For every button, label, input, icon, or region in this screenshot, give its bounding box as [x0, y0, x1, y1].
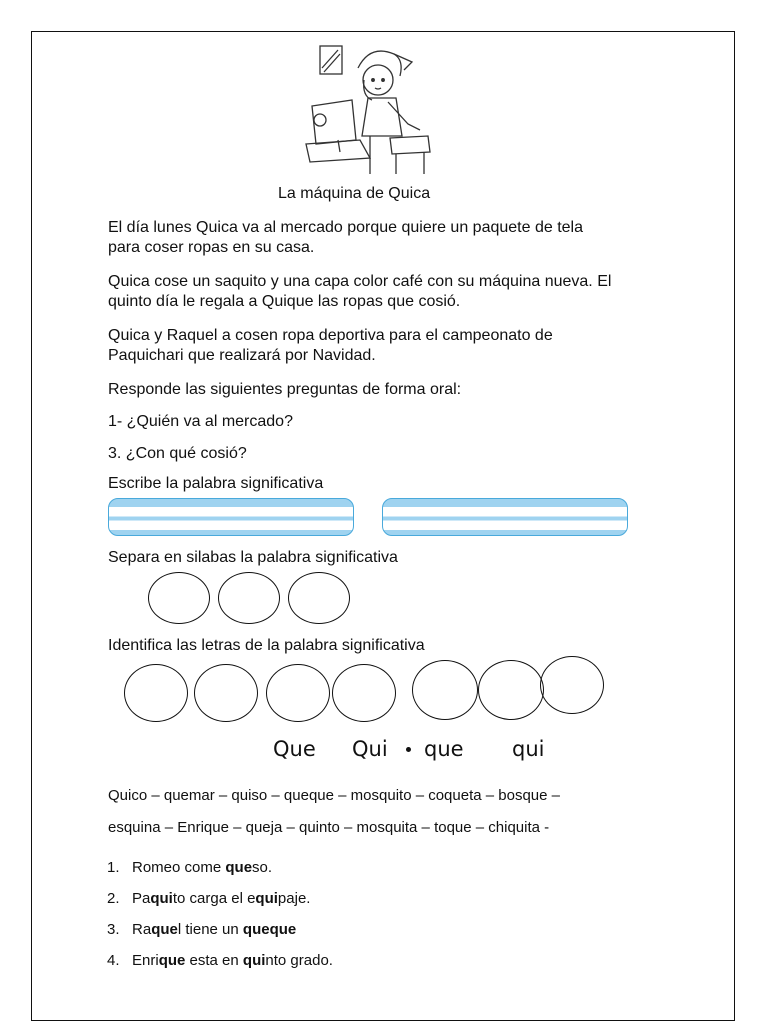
text-fragment: Enri — [132, 952, 159, 969]
letter-circle-2[interactable] — [194, 664, 258, 722]
handwritten-que-lower: que — [424, 737, 464, 761]
sentence-item — [107, 889, 311, 909]
bold-fragment: que — [151, 921, 178, 938]
paragraph-3-line-1: Quica y Raquel a cosen ropa deportiva para el campeonato de — [108, 327, 553, 344]
syllable-circle-3[interactable] — [288, 572, 350, 624]
handwritten-qui-upper: Qui — [352, 737, 388, 761]
write-line-box-2[interactable] — [382, 498, 628, 536]
write-line-box-1[interactable] — [108, 498, 354, 536]
write-word-heading: Escribe la palabra significativa — [108, 475, 324, 492]
word-list-line-2: esquina – Enrique – queja – quinto – mosquita – toque – chiquita - — [108, 819, 550, 836]
text-fragment: paje. — [277, 890, 311, 907]
question-3: 3. ¿Con qué cosió? — [108, 445, 247, 462]
paragraph-1-line-2: para coser ropas en su casa. — [108, 239, 315, 256]
sentence-item — [107, 920, 297, 940]
paragraph-3-line-2: Paquichari que realizará por Navidad. — [108, 347, 376, 364]
oral-questions-instruction: Responde las siguientes preguntas de forma oral: — [108, 381, 462, 398]
letters-heading: Identifica las letras de la palabra significativa — [108, 637, 425, 654]
bold-fragment: qui — [255, 890, 278, 907]
sentence-number: 1. — [107, 859, 120, 876]
syllables-heading: Separa en silabas la palabra significativa — [108, 549, 398, 566]
text-fragment: Ra — [132, 921, 152, 938]
syllable-circle-1[interactable] — [148, 572, 210, 624]
letter-circle-3[interactable] — [266, 664, 330, 722]
sentence-item — [107, 951, 333, 971]
letter-circle-7[interactable] — [540, 656, 604, 714]
letter-circle-4[interactable] — [332, 664, 396, 722]
worksheet-title: La máquina de Quica — [278, 185, 431, 202]
text-fragment: to carga el e — [172, 890, 256, 907]
text-fragment: Pa — [132, 890, 151, 907]
letter-circle-6[interactable] — [478, 660, 544, 720]
text-fragment: esta en — [185, 952, 243, 969]
text-fragment: so. — [252, 859, 273, 876]
bold-fragment: qui — [242, 952, 266, 969]
sentence-number: 3. — [107, 921, 120, 938]
sentence-number: 2. — [107, 890, 120, 907]
bullet-dot — [406, 747, 411, 752]
paragraph-2-line-2: quinto día le regala a Quique las ropas que cosió. — [108, 293, 461, 310]
bold-fragment: que — [225, 859, 253, 876]
letter-circle-1[interactable] — [124, 664, 188, 722]
sentence-number: 4. — [107, 952, 120, 969]
sentence-item — [107, 858, 273, 878]
girl-sewing-machine-illustration — [300, 40, 440, 176]
text-fragment: Romeo come — [132, 859, 226, 876]
question-1: 1- ¿Quién va al mercado? — [108, 413, 293, 430]
text-fragment: l tiene un — [177, 921, 243, 938]
bold-fragment: qui — [150, 890, 173, 907]
word-list-line-1: Quico – quemar – quiso – queque – mosquito – coqueta – bosque – — [108, 787, 560, 804]
handwritten-qui-lower: qui — [512, 737, 545, 761]
paragraph-1-line-1: El día lunes Quica va al mercado porque quiere un paquete de tela — [108, 219, 583, 236]
text-fragment: nto grado. — [265, 952, 333, 969]
syllable-circle-2[interactable] — [218, 572, 280, 624]
handwritten-que-upper: Que — [273, 737, 316, 761]
bold-fragment: queque — [242, 921, 297, 938]
paragraph-2-line-1: Quica cose un saquito y una capa color café con su máquina nueva. El — [108, 273, 612, 290]
bold-fragment: que — [158, 952, 186, 969]
letter-circle-5[interactable] — [412, 660, 478, 720]
